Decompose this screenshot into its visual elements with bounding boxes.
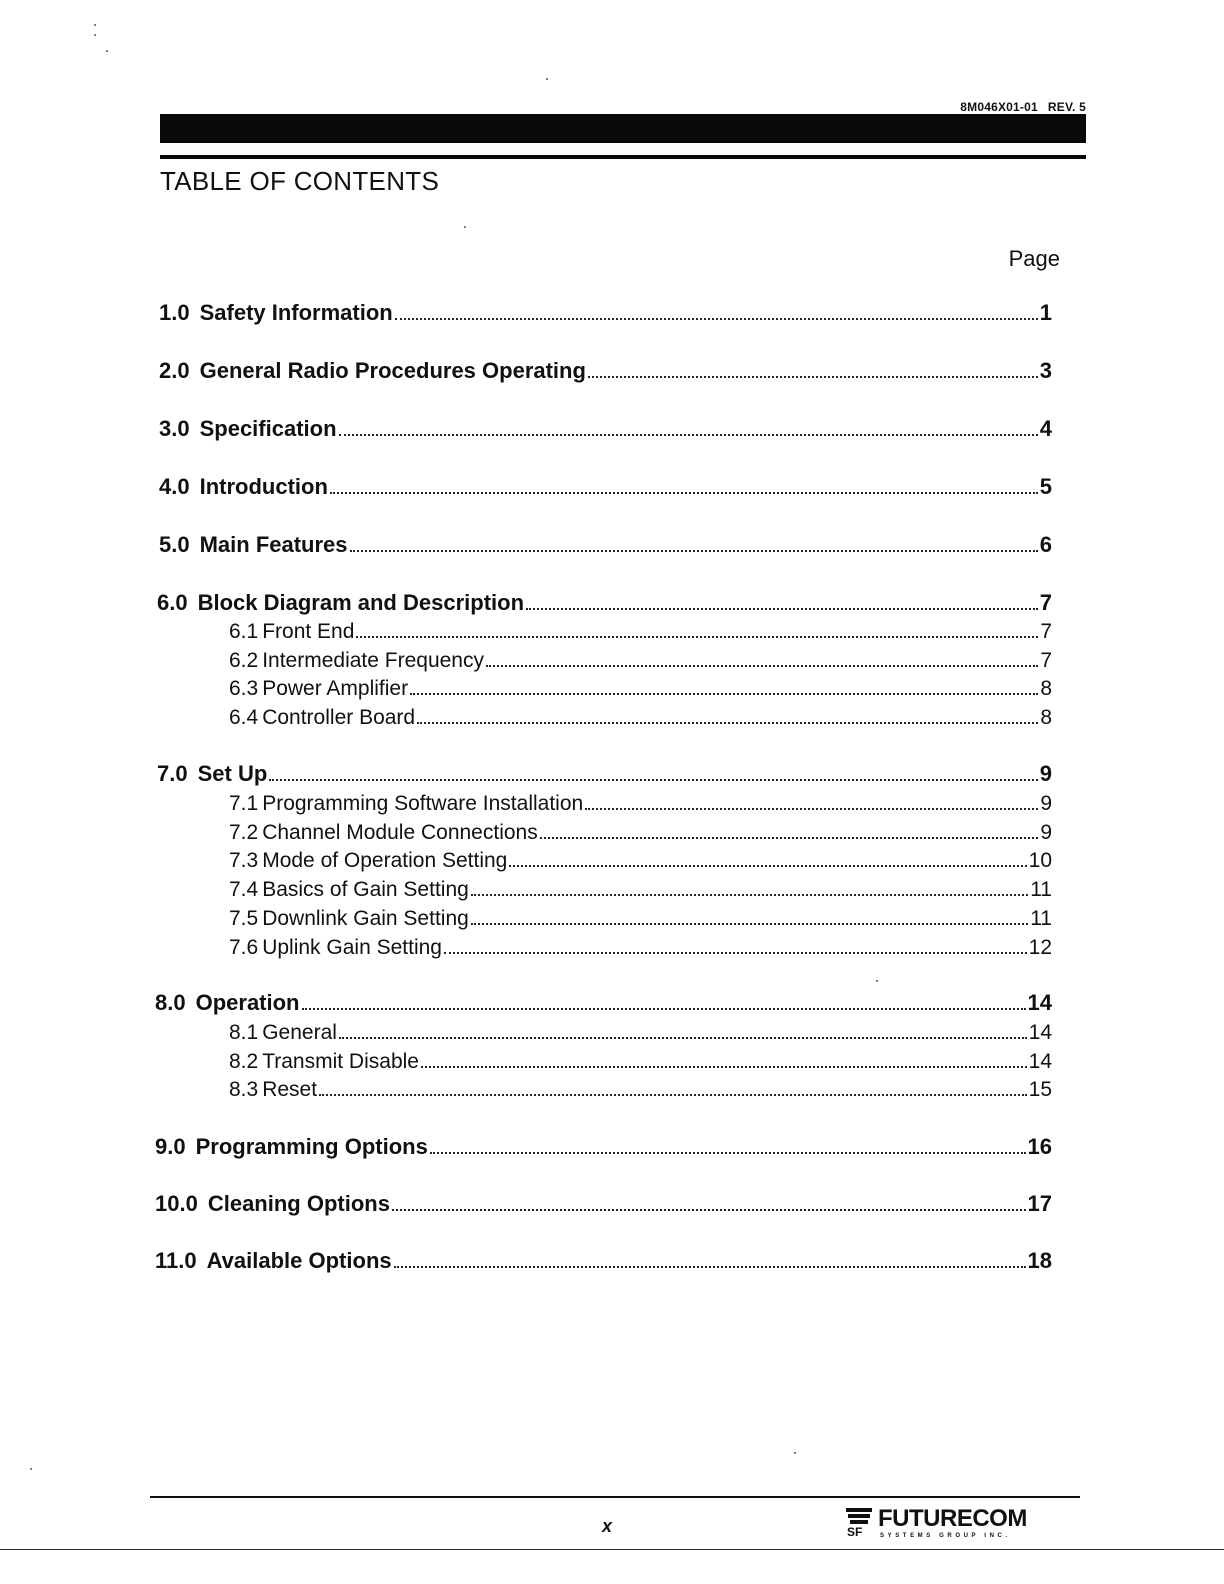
scan-speck <box>546 78 548 80</box>
doc-number: 8M046X01-01 <box>960 100 1038 114</box>
dot-leader <box>319 1094 1027 1096</box>
dot-leader <box>350 550 1038 552</box>
entry-number: 7.0 <box>157 761 188 786</box>
entry-title: Intermediate Frequency <box>262 649 484 672</box>
entry-title: Reset <box>262 1078 318 1101</box>
entry-title: General <box>262 1021 337 1044</box>
logo-tagline: SYSTEMS GROUP INC. <box>880 1533 1011 1539</box>
toc-subsection-row <box>229 901 1052 931</box>
entry-number: 7.4 <box>229 878 259 901</box>
entry-title: Safety Information <box>199 300 393 325</box>
toc-subsection-row <box>229 786 1052 816</box>
dot-leader <box>394 1266 1026 1268</box>
entry-number: 9.0 <box>155 1134 186 1159</box>
dot-leader <box>269 779 1037 781</box>
scan-speck <box>464 226 466 228</box>
entry-title: Set Up <box>197 761 268 786</box>
dot-leader <box>330 492 1038 494</box>
toc-subsection-row <box>229 843 1052 873</box>
toc-section-row <box>155 986 1052 1016</box>
entry-title: Downlink Gain Setting <box>262 907 469 930</box>
entry-page-number: 6 <box>1039 532 1052 557</box>
entry-number: 7.3 <box>229 849 259 872</box>
dot-leader <box>302 1008 1026 1010</box>
entry-page-number: 9 <box>1040 792 1052 815</box>
scan-speck <box>94 24 96 26</box>
doc-revision: REV. 5 <box>1047 100 1086 114</box>
entry-number: 8.1 <box>229 1021 259 1044</box>
entry-page-number: 10 <box>1028 849 1052 872</box>
toc-subsection-row <box>229 1044 1052 1074</box>
dot-leader <box>339 1037 1027 1039</box>
entry-page-number: 8 <box>1040 706 1052 729</box>
logo-mark-text: SF <box>847 1525 863 1539</box>
toc-subsection-row <box>229 643 1052 673</box>
entry-page-number: 14 <box>1027 990 1052 1015</box>
entry-number: 10.0 <box>155 1191 198 1216</box>
logo-mark-icon <box>846 1508 872 1539</box>
toc-section-row <box>159 470 1052 500</box>
entry-page-number: 9 <box>1039 761 1052 786</box>
entry-number: 7.2 <box>229 821 259 844</box>
toc-subsection-row <box>229 614 1052 644</box>
dot-leader <box>585 808 1038 810</box>
dot-leader <box>392 1209 1026 1211</box>
entry-title: Programming Software Installation <box>262 792 584 815</box>
scan-speck <box>106 50 108 52</box>
dot-leader <box>395 318 1038 320</box>
entry-page-number: 7 <box>1040 620 1052 643</box>
entry-title: Programming Options <box>195 1134 428 1159</box>
entry-page-number: 11 <box>1030 907 1052 930</box>
entry-number: 6.4 <box>229 706 259 729</box>
entry-title: Uplink Gain Setting <box>262 936 442 959</box>
dot-leader <box>540 837 1038 839</box>
toc-section-row <box>157 757 1052 787</box>
toc-subsection-row <box>229 671 1052 701</box>
entry-number: 5.0 <box>159 532 190 557</box>
entry-page-number: 14 <box>1028 1050 1052 1073</box>
entry-page-number: 5 <box>1039 474 1052 499</box>
entry-page-number: 14 <box>1028 1021 1052 1044</box>
toc-subsection-row <box>229 700 1052 730</box>
entry-page-number: 12 <box>1028 936 1052 959</box>
scan-speck <box>30 1468 32 1470</box>
toc-section-row <box>159 296 1052 326</box>
dot-leader <box>339 434 1038 436</box>
scan-speck <box>876 980 878 982</box>
entry-title: Block Diagram and Description <box>197 590 525 615</box>
scan-speck <box>794 1452 796 1454</box>
entry-number: 7.5 <box>229 907 259 930</box>
footer-rule <box>150 1496 1080 1498</box>
logo-text: FUTURECOM <box>878 1505 1027 1532</box>
toc-section-row <box>155 1130 1052 1160</box>
entry-number: 1.0 <box>159 300 190 325</box>
entry-number: 8.2 <box>229 1050 259 1073</box>
toc-section-row <box>159 412 1052 442</box>
entry-title: Basics of Gain Setting <box>262 878 469 901</box>
futurecom-logo <box>846 1500 1066 1540</box>
entry-number: 8.0 <box>155 990 186 1015</box>
entry-title: Controller Board <box>262 706 416 729</box>
dot-leader <box>471 923 1028 925</box>
entry-title: Channel Module Connections <box>262 821 538 844</box>
entry-page-number: 1 <box>1039 300 1052 325</box>
entry-number: 8.3 <box>229 1078 259 1101</box>
toc-section-row <box>155 1187 1052 1217</box>
entry-title: Transmit Disable <box>262 1050 419 1073</box>
entry-page-number: 18 <box>1027 1248 1052 1273</box>
dot-leader <box>509 865 1026 867</box>
entry-title: Operation <box>195 990 300 1015</box>
entry-number: 7.1 <box>229 792 259 815</box>
dot-leader <box>588 376 1038 378</box>
toc-subsection-row <box>229 815 1052 845</box>
toc-subsection-row <box>229 872 1052 902</box>
entry-page-number: 7 <box>1040 649 1052 672</box>
entry-title: Available Options <box>206 1248 392 1273</box>
footer-page-number: x <box>602 1516 613 1536</box>
entry-number: 6.0 <box>157 590 188 615</box>
entry-title: Power Amplifier <box>262 677 409 700</box>
page-bottom-edge <box>0 1549 1224 1550</box>
entry-number: 6.3 <box>229 677 259 700</box>
dot-leader <box>421 1066 1027 1068</box>
page-title: TABLE OF CONTENTS <box>160 166 440 196</box>
entry-page-number: 8 <box>1040 677 1052 700</box>
entry-page-number: 7 <box>1039 590 1052 615</box>
toc-subsection-row <box>229 1015 1052 1045</box>
entry-title: Main Features <box>199 532 348 557</box>
entry-title: General Radio Procedures Operating <box>199 358 586 383</box>
dot-leader <box>526 608 1038 610</box>
toc-subsection-row <box>229 930 1052 960</box>
entry-title: Cleaning Options <box>207 1191 390 1216</box>
entry-title: Specification <box>199 416 337 441</box>
entry-title: Mode of Operation Setting <box>262 849 508 872</box>
dot-leader <box>471 894 1028 896</box>
toc-section-row <box>159 528 1052 558</box>
entry-page-number: 16 <box>1027 1134 1052 1159</box>
entry-number: 4.0 <box>159 474 190 499</box>
scan-speck <box>94 34 96 36</box>
dot-leader <box>417 722 1038 724</box>
entry-number: 7.6 <box>229 936 259 959</box>
entry-page-number: 15 <box>1028 1078 1052 1101</box>
dot-leader <box>444 952 1027 954</box>
entry-page-number: 3 <box>1039 358 1052 383</box>
toc-subsection-row <box>229 1072 1052 1102</box>
page-column-label: Page <box>1008 246 1060 271</box>
toc-section-row <box>155 1244 1052 1274</box>
dot-leader <box>486 665 1038 667</box>
entry-number: 11.0 <box>155 1248 197 1273</box>
entry-number: 6.2 <box>229 649 259 672</box>
entry-page-number: 9 <box>1040 821 1052 844</box>
entry-number: 6.1 <box>229 620 259 643</box>
entry-page-number: 17 <box>1027 1191 1052 1216</box>
toc-section-row <box>159 354 1052 384</box>
dot-leader <box>356 636 1038 638</box>
entry-title: Front End <box>262 620 355 643</box>
entry-number: 3.0 <box>159 416 190 441</box>
dot-leader <box>430 1152 1026 1154</box>
entry-page-number: 4 <box>1039 416 1052 441</box>
entry-title: Introduction <box>199 474 328 499</box>
toc-section-row <box>157 586 1052 616</box>
entry-number: 2.0 <box>159 358 190 383</box>
dot-leader <box>410 693 1038 695</box>
entry-page-number: 11 <box>1030 878 1052 901</box>
